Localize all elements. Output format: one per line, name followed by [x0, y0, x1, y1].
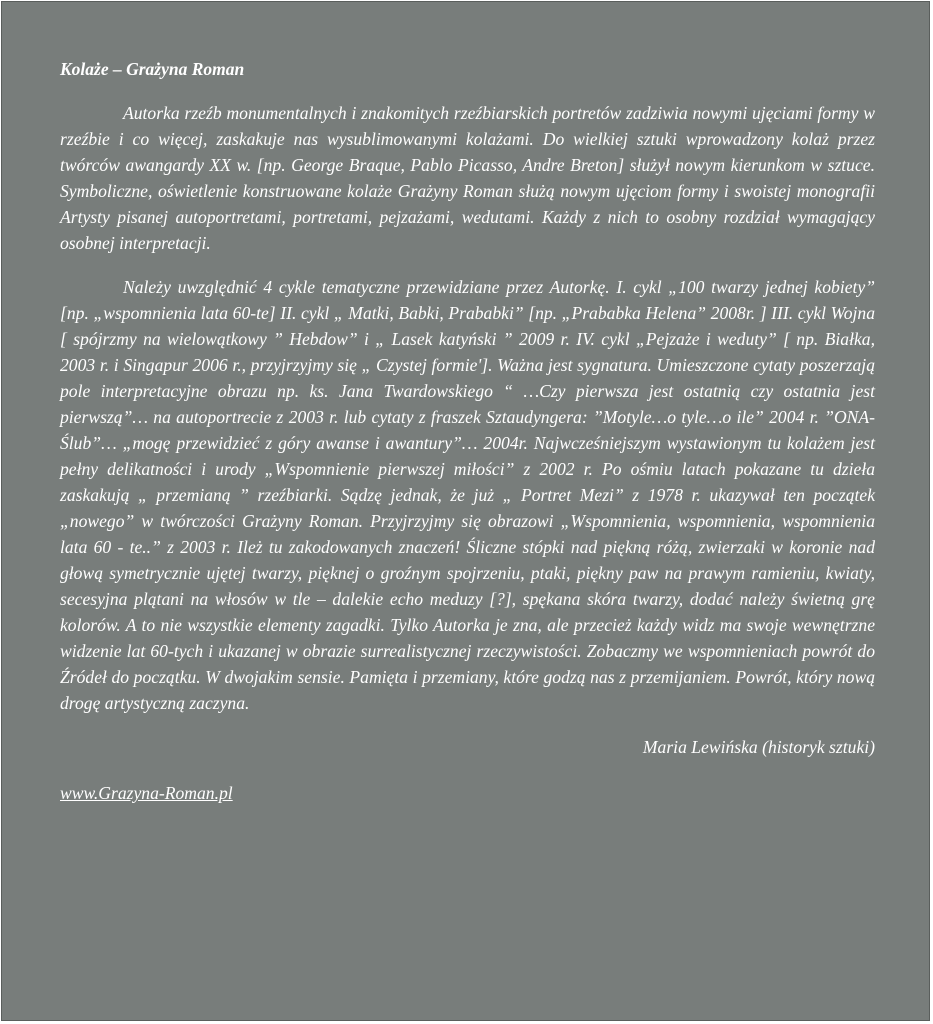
- author-signature: Maria Lewińska (historyk sztuki): [642, 737, 875, 757]
- article-paragraph-1: Autorka rzeźb monumentalnych i znakomitych rzeźbiarskich portretów zadziwia nowymi ujęciami formy w rzeźbie i co więcej, zaskakuje nas wysublimowanymi kolażami. Do wielkiej sztuki wprowadzony kolaż przez twórców awangardy XX w. [np. George Braque, Pablo Picasso, Andre Breton] służył nowym kierunkom w sztuce. Symboliczne, oświetlenie konstruowane kolaże Grażyny Roman służą nowym ujęciom formy i swoistej monografii Artysty pisanej autoportretami, portretami, pejzażami, wedutami. Każdy z nich to osobny rozdział wymagający osobnej interpretacji.: [60, 103, 875, 253]
- document-page: [1, 1, 930, 1021]
- article-paragraph-2: Należy uwzględnić 4 cykle tematyczne przewidziane przez Autorkę. I. cykl „100 twarzy jednej kobiety” [np. „wspomnienia lata 60-te] II. cykl „ Matki, Babki, Prababki” [np. „Prababka Helena” 2008r. ] III. cykl Wojna [ spójrzmy na wielowątkowy ” Hebdow” i „ Lasek katyński ” 2009 r. IV. cykl „Pejzaże i weduty” [ np. Białka, 2003 r. i Singapur 2006 r., przyjrzyjmy się „ Czystej formie']. Ważna jest sygnatura. Umieszczone cytaty poszerzają pole interpretacyjne obrazu np. ks. Jana Twardowskiego “ …Czy pierwsza jest ostatnią czy ostatnia jest pierwszą”… na autoportrecie z 2003 r. lub cytaty z fraszek Sztaudyngera: ”Motyle…o tyle…o ile” 2004 r. ”ONA-Ślub”… „mogę przewidzieć z góry awanse i awantury”… 2004r. Najwcześniejszym wystawionym tu kolażem jest pełny delikatności i urody „Wspomnienie pierwszej miłości” z 2002 r. Po ośmiu latach pokazane tu dzieła zaskakują „ przemianą ” rzeźbiarki. Sądzę jednak, że już „ Portret Mezi” z 1978 r. ukazywał ten początek „nowego” w twórczości Grażyny Roman. Przyjrzyjmy się obrazowi „Wspomnienia, wspomnienia, wspomnienia lata 60 - te..” z 2003 r. Ileż tu zakodowanych znaczeń! Śliczne stópki nad piękną różą, zwierzaki w koronie nad głową symetrycznie ujętej twarzy, pięknej o groźnym spojrzeniu, ptaki, piękny paw na prawym ramieniu, kwiaty, secesyjna plątani na włosów w tle – dalekie echo meduzy [?], spękana skóra twarzy, dodać należy świetną grę kolorów. A to nie wszystkie elementy zagadki. Tylko Autorka je zna, ale przecież każdy widz ma swoje wewnętrzne widzenie lat 60-tych i ukazanej w obrazie surrealistycznej rzeczywistości. Zobaczmy we wspomnieniach powrót do Źródeł do początku. W dwojakim sensie. Pamięta i przemiany, które godzą nas z przemijaniem. Powrót, który nową drogę artystyczną zaczyna.: [60, 277, 875, 713]
- website-link[interactable]: www.Grazyna-Roman.pl: [60, 783, 233, 803]
- article-title: Kolaże – Grażyna Roman: [60, 59, 245, 79]
- article-body: [60, 56, 875, 806]
